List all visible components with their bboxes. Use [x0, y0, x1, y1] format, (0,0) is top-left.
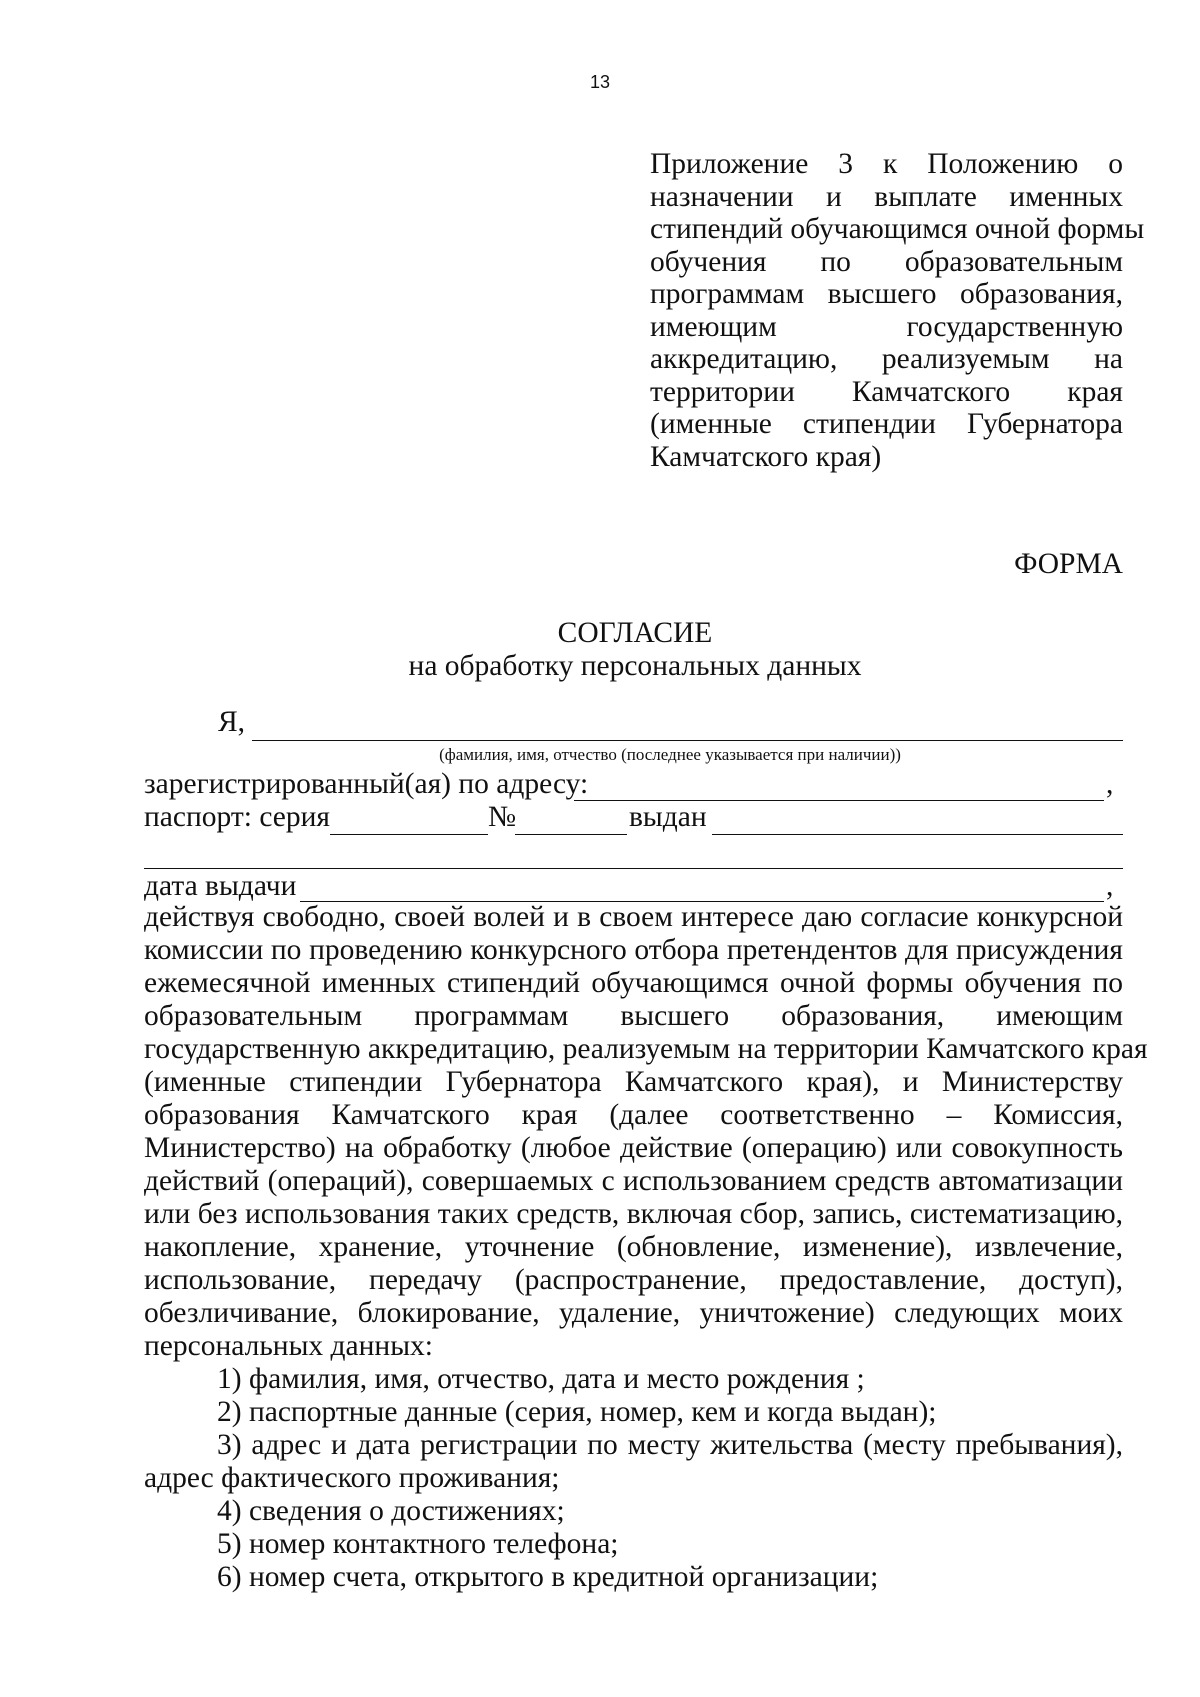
body-line: образования Камчатского края (далее соответственно – Комиссия, — [144, 1099, 1123, 1131]
passport-issued-label: выдан — [629, 801, 707, 833]
body-line: использование, передачу (распространение, предоставление, доступ), — [144, 1264, 1123, 1296]
issue-date-comma: , — [1106, 870, 1114, 902]
appendix-line: программам высшего образования, — [650, 278, 1123, 310]
passport-number-field[interactable] — [515, 834, 627, 835]
list-item: 1) фамилия, имя, отчество, дата и место рождения ; — [217, 1363, 865, 1395]
passport-issued-field[interactable] — [712, 834, 1123, 835]
passport-series-field[interactable] — [330, 834, 488, 835]
list-item: 2) паспортные данные (серия, номер, кем и когда выдан); — [217, 1396, 937, 1428]
body-line: действий (операций), совершаемых с использованием средств автоматизации — [144, 1165, 1123, 1197]
body-line: (именные стипендии Губернатора Камчатского края), и Министерству — [144, 1066, 1123, 1098]
address-label: зарегистрированный(ая) по адресу: — [144, 768, 589, 800]
appendix-header — [650, 148, 1145, 473]
appendix-line: Камчатского края) — [650, 440, 882, 473]
fio-caption: (фамилия, имя, отчество (последнее указывается при наличии)) — [439, 745, 901, 764]
list-item: 3) адрес и дата регистрации по месту жительства (месту пребывания), — [217, 1429, 1123, 1461]
list-item: 6) номер счета, открытого в кредитной организации; — [217, 1561, 879, 1593]
page-number: 13 — [589, 72, 611, 92]
appendix-line: Приложение 3 к Положению о — [650, 148, 1123, 180]
appendix-line: обучения по образовательным — [650, 245, 1123, 278]
body-line: образовательным программам высшего образования, имеющим — [144, 1000, 1123, 1032]
document-subtitle: на обработку персональных данных — [408, 650, 862, 682]
body-line: государственную аккредитацию, реализуемым на территории Камчатского края — [144, 1033, 1148, 1065]
body-line: действуя свободно, своей волей и в своем интересе даю согласие конкурсной — [144, 901, 1123, 933]
appendix-line: назначении и выплате именных — [650, 180, 1123, 213]
body-line: Министерство) на обработку (любое действие (операцию) или совокупность — [144, 1132, 1123, 1164]
appendix-line: территории Камчатского края — [650, 375, 1123, 408]
consent-body — [144, 901, 1148, 1363]
fio-field[interactable] — [252, 740, 1123, 741]
appendix-line: имеющим государственную — [650, 310, 1123, 343]
appendix-line: аккредитацию, реализуемым на — [650, 343, 1123, 375]
ya-label: Я, — [218, 706, 246, 738]
list-item-continuation: адрес фактического проживания; — [144, 1462, 560, 1494]
passport-number-label: № — [488, 801, 517, 833]
passport-series-label: паспорт: серия — [144, 801, 330, 833]
appendix-line: (именные стипендии Губернатора — [650, 408, 1123, 440]
body-line: или без использования таких средств, включая сбор, запись, систематизацию, — [144, 1198, 1123, 1230]
address-comma: , — [1106, 768, 1114, 800]
document-title: СОГЛАСИЕ — [557, 617, 713, 649]
body-line: ежемесячной именных стипендий обучающимся очной формы обучения по — [144, 967, 1123, 999]
body-line: обезличивание, блокирование, удаление, уничтожение) следующих моих — [144, 1297, 1123, 1329]
passport-issued-field-continuation[interactable] — [144, 868, 1123, 869]
body-line: накопление, хранение, уточнение (обновление, изменение), извлечение, — [144, 1231, 1123, 1263]
list-item: 5) номер контактного телефона; — [217, 1528, 619, 1560]
data-list — [144, 1363, 1123, 1594]
issue-date-label: дата выдачи — [144, 870, 297, 902]
appendix-line: стипендий обучающимся очной формы — [650, 213, 1145, 245]
body-line: персональных данных: — [144, 1330, 433, 1362]
body-line: комиссии по проведению конкурсного отбора претендентов для присуждения — [144, 934, 1123, 966]
list-item: 4) сведения о достижениях; — [217, 1495, 565, 1527]
form-label: ФОРМА — [1014, 548, 1123, 580]
